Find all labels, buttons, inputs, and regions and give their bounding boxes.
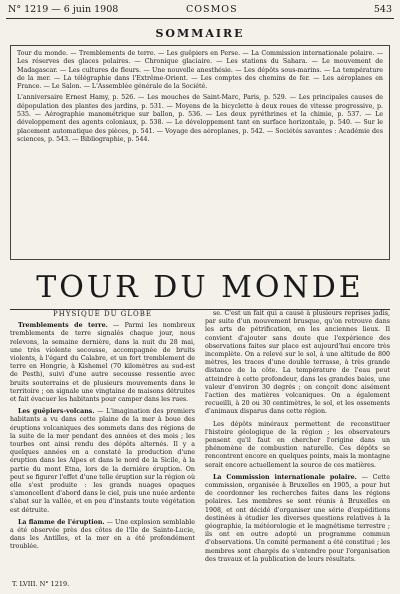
subsection-heading: PHYSIQUE DU GLOBE	[53, 310, 152, 318]
sommaire-paragraph: L'anniversaire Ernest Hamy, p. 526. — Les mouches de Saint-Marc, Paris, p. 529. — Les principales causes de dépopulation des plantes des jardins, p. 531. — Moyens de la bicyclette à deux roues de vitesse progressive, p. 535. — Aérographie manométrique sur ballon, p. 536. — Les deux pyréthrines et la chimie, p. 537. — Le développement des agents coloniaux, p. 538. — Le développement tant en surface horizontale, p. 540. — Sur le placement automatique des pièces, p. 541. — Voyage des aéroplanes, p. 542. — Sociétés savantes : Académie des sciences, p. 543. — Bibliographie, p. 544.	[17, 94, 383, 143]
paragraph-text: — Cette commission, organisée à Bruxelles en 1905, a pour but de coordonner les recherches faites dans les régions polaires. Les membres se sont réunis à Bruxelles en 1908, et ont décidé d'organiser une série d'expéditions destinées à étudier les diverses questions relatives à la géographie, la météorologie et le magnétisme terrestre ; ils ont en outre adopté un programme commun d'observations. Un comité permanent a été constitué ; les membres sont chargés de s'entendre pour l'organisation des travaux et la publication de leurs résultats.	[205, 473, 390, 563]
paragraph-text: Les dépôts minéraux permettent de reconstituer l'histoire géologique de la région ; les observateurs pensent qu'il faut en chercher l'origine dans un phénomène de combustion naturelle. Ces dépôts se rencontrent encore en quelques points, mais la montagne serait encore actuellement la source de ces matières.	[205, 420, 390, 469]
article-paragraph	[205, 310, 390, 417]
sommaire-title: SOMMAIRE	[155, 27, 245, 40]
article-paragraph	[205, 474, 390, 564]
paragraph-text: se. C'est un fait qui a causé à plusieurs reprises jadis, par suite d'un mouvement brusque, qu'on retrouve dans les arts de pétrification, en les anciennes lieux. Il convient d'ajouter sans doute que l'expérience des observations faites sur place est aujourd'hui encore très incomplète. On a relevé sur le sol, à une altitude de 800 mètres, les traces d'une double terrasse, à très grande distance de la côte. La température de l'eau peut atteindre à cette profondeur, dans les grandes baies, une valeur d'environ 30 degrés ; on conçoit donc aisément l'action des matières volcaniques. On a également recueilli, à 20 ou 30 centimètres, le sol, et les ossements d'animaux disparus dans cette région.	[205, 310, 390, 416]
article-paragraph	[10, 408, 195, 515]
paragraph-lead: Les guêpiers-volcans.	[18, 408, 95, 416]
journal-page	[6, 2, 394, 592]
article-paragraph	[205, 421, 390, 470]
sommaire-box	[10, 45, 390, 260]
running-header	[6, 2, 394, 19]
article-paragraph	[10, 322, 195, 404]
paragraph-lead: Tremblements de terre.	[18, 322, 108, 330]
page-number: 543	[373, 4, 392, 15]
article-paragraph	[10, 519, 195, 552]
paragraph-text: — Parmi les nombreux tremblements de terre signalés chaque jour, nous relevons, la semaine dernière, dans la nuit du 28 mai, une très violente secousse, accompagnée de bruits violents, à l'égard du Calabre, et un fort tremblement de terre en Hongrie, à Kishemel (70 kilomètres au sud-est de Pesth), suivi d'une autre secousse ressentie avec bruits souterrains et de plusieurs mouvements dans le territoire ; on signale une vingtaine de maisons détruites et fait évacuer les habitants pour camper dans les rues.	[10, 322, 195, 404]
paragraph-lead: La Commission internationale polaire.	[213, 473, 357, 481]
paragraph-lead: La flamme de l'éruption.	[18, 518, 105, 526]
paragraph-text: — Une explosion semblable a été observée près des côtes de l'île de Sainte-Lucie, dans les Antilles, et la mer en a été profondément troublée.	[10, 518, 195, 551]
column-left	[10, 310, 195, 578]
sommaire-paragraph: Tour du monde. — Tremblements de terre. — Les guêpiers en Perse. — La Commission internationale polaire. — Les réserves des glaces polaires. — Chronique glaciaire. — Les stations du Sahara. — Le mouvement de Madagascar. — Les cultures de fleurs. — Une nouvelle anesthésie. — Les dépôts sous-marins. — La température de la mer. — La télégraphie dans l'Extrême-Orient. — Les comptes des chemins de fer. — Les aéroplanes en France. — Le Salon. — L'Assemblée générale de la Société.	[17, 50, 383, 91]
section-title: TOUR DU MONDE	[36, 270, 364, 305]
article-columns	[10, 310, 390, 578]
paragraph-text: — L'imagination des premiers habitants a vu dans cette plaine de la mer à boue des éruptions volcaniques des sommets dans des régions de la suite de la mer pendant des années et des mois ; les tourbes ont ainsi rendu des dépôts alternés. Il y a quelques années en a constaté la production d'une éruption dans les Alpes et dans le nord de la Sicile, à la partie du mont Etna, lors de la dernière éruption. On peut se figurer l'effet d'une telle éruption sur la région où elle s'est produite : les grands nuages opaques s'amoncellent d'abord dans le ciel, puis une nuée ardente s'abat sur la vallée, et en peu d'instants toute végétation est détruite.	[10, 408, 195, 514]
issue-number: N° 1219 — 6 juin 1908	[8, 4, 119, 15]
column-right	[205, 310, 390, 578]
page-footer: T. LVIII. N° 1219.	[12, 580, 70, 588]
journal-name: COSMOS	[186, 4, 238, 15]
